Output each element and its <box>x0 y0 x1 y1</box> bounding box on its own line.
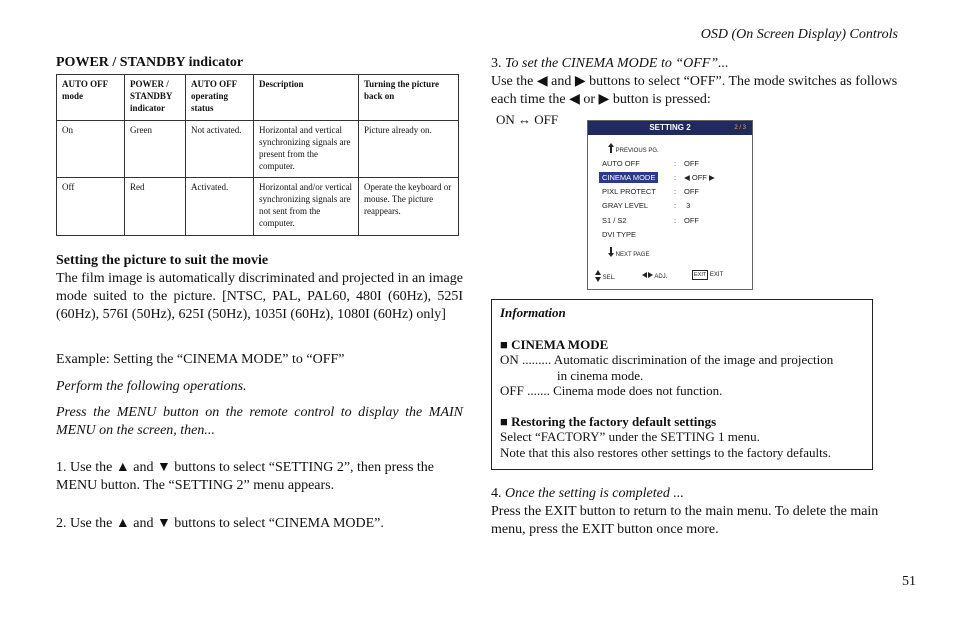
info-cinema-heading <box>500 337 864 353</box>
osd-row-value: 3 <box>686 201 691 210</box>
on-off-toggle-line: ON ↔ OFF <box>496 112 559 127</box>
bullet-square-icon: ■ <box>500 336 508 352</box>
info-cinema-heading-text: CINEMA MODE <box>511 336 609 352</box>
up-arrow-icon <box>608 143 614 153</box>
info-on-line-continued: in cinema mode. <box>557 367 644 383</box>
bullet-square-icon: ■ <box>500 413 508 429</box>
info-restore-heading <box>500 414 864 430</box>
step-1: 1. Use the ▲ and ▼ buttons to select “SETTING 2”, then press the MENU button. The “SETTING 2” menu appears. <box>56 460 435 493</box>
osd-row-label: S1 / S2 <box>602 216 627 225</box>
table-cell: Horizontal and vertical synchronizing signals are present from the computer. <box>254 121 359 178</box>
osd-row-gray-level: GRAY LEVEL : 3 <box>602 201 691 210</box>
table-row <box>57 121 459 178</box>
step-3-title: To set the CINEMA MODE to “OFF”... <box>505 56 729 71</box>
osd-next-label: NEXT PAGE <box>615 252 650 258</box>
osd-adj-hint <box>642 272 667 280</box>
example-line: Example: Setting the “CINEMA MODE” to “OFF” <box>56 352 345 367</box>
power-section-title: POWER / STANDBY indicator <box>56 55 244 70</box>
osd-row-pixl-protect: PIXL PROTECT : OFF <box>602 187 699 196</box>
perform-line: Perform the following operations. <box>56 379 247 394</box>
table-cell: Horizontal and/or vertical synchronizing signals are not sent from the computer. <box>254 178 359 236</box>
table-cell: Not activated. <box>186 121 254 178</box>
step-4-number: 4. <box>491 486 505 501</box>
power-indicator-table <box>56 74 459 236</box>
osd-row-value: OFF <box>684 187 699 196</box>
osd-row-cinema-mode: CINEMA MODE : ◀ OFF ▶ <box>602 173 715 182</box>
step-3-number: 3. <box>491 56 505 71</box>
down-arrow-icon <box>608 247 614 257</box>
movie-section-title: Setting the picture to suit the movie <box>56 253 269 268</box>
step-3-text: Use the ◀ and ▶ buttons to select “OFF”. The mode switches as follows each time the ◀ or ▶ button is pressed: <box>491 74 898 107</box>
osd-page-indicator: 2 / 3 <box>734 125 746 131</box>
step-2: 2. Use the ▲ and ▼ buttons to select “CINEMA MODE”. <box>56 516 384 531</box>
osd-sel-hint <box>595 270 616 282</box>
exit-key-icon: EXIT <box>694 272 707 278</box>
osd-row-label: PIXL PROTECT <box>602 187 656 196</box>
table-header-cell: AUTO OFF mode <box>57 75 125 121</box>
up-down-arrows-icon <box>595 270 601 282</box>
info-on-line: ON ......... Automatic discrimination of the image and projection <box>500 352 834 367</box>
table-header-row <box>57 75 459 121</box>
step-4-heading <box>491 485 901 503</box>
page-number: 51 <box>902 574 916 589</box>
table-cell: Picture already on. <box>359 121 459 178</box>
table-cell: Green <box>125 121 186 178</box>
info-off-line: OFF ....... Cinema mode does not function. <box>500 383 723 398</box>
osd-adj-label: ADJ. <box>654 274 668 280</box>
osd-row-label: DVI TYPE <box>602 230 637 239</box>
table-cell: On <box>57 121 125 178</box>
information-box <box>491 299 873 470</box>
info-restore-line-1: Select “FACTORY” under the SETTING 1 menu. <box>500 429 760 444</box>
movie-intro-paragraph: The film image is automatically discriminated and projected in an image mode suited to the picture. [NTSC, PAL, PAL60, 480I (60Hz), 525I (60Hz), 576I (50Hz), 625I (50Hz), 1035I (60Hz), 1080I (60Hz) only] <box>56 271 463 322</box>
osd-row-label: GRAY LEVEL <box>602 201 648 210</box>
osd-row-s1-s2: S1 / S2 : OFF <box>602 216 699 225</box>
page-header: OSD (On Screen Display) Controls <box>700 27 898 42</box>
osd-exit-hint <box>692 270 723 280</box>
osd-sel-label: SEL. <box>602 275 616 281</box>
table-cell: Operate the keyboard or mouse. The picture reappears. <box>359 178 459 236</box>
press-menu-paragraph: Press the MENU button on the remote control to display the MAIN MENU on the screen, then... <box>56 405 463 438</box>
table-row <box>57 178 459 236</box>
table-header-cell: AUTO OFF operating status <box>186 75 254 121</box>
step-3-heading <box>491 55 901 73</box>
info-restore-heading-text: Restoring the factory default settings <box>511 413 717 429</box>
osd-previous-label: PREVIOUS PG. <box>615 148 659 154</box>
table-header-cell: POWER / STANDBY indicator <box>125 75 186 121</box>
left-arrow-icon: ◀ <box>684 173 690 182</box>
osd-title: SETTING 2 <box>649 123 691 132</box>
table-header-cell: Turning the picture back on <box>359 75 459 121</box>
step-4-text: Press the EXIT button to return to the main menu. To delete the main menu, press the EXIT button once more. <box>491 504 879 537</box>
osd-row-value: OFF <box>691 173 707 182</box>
osd-next-page <box>608 247 649 258</box>
osd-title-bar <box>588 121 752 135</box>
osd-setting2-screen <box>587 120 753 290</box>
left-right-arrows-icon <box>642 272 653 278</box>
osd-row-dvi-type <box>602 230 674 239</box>
osd-previous-page <box>608 143 659 154</box>
right-arrow-icon: ▶ <box>708 173 715 182</box>
osd-exit-label: EXIT <box>709 272 724 278</box>
table-cell: Off <box>57 178 125 236</box>
osd-row-label-selected: CINEMA MODE <box>599 172 658 183</box>
osd-row-value: OFF <box>684 216 699 225</box>
step-4-title: Once the setting is completed ... <box>505 486 684 501</box>
table-cell: Red <box>125 178 186 236</box>
table-header-cell: Description <box>254 75 359 121</box>
osd-row-value: OFF <box>684 159 699 168</box>
osd-row-label: AUTO OFF <box>602 159 640 168</box>
info-title: Information <box>500 305 566 320</box>
info-restore-line-2: Note that this also restores other settings to the factory defaults. <box>500 444 832 460</box>
table-cell: Activated. <box>186 178 254 236</box>
osd-row-auto-off: AUTO OFF : OFF <box>602 159 699 168</box>
